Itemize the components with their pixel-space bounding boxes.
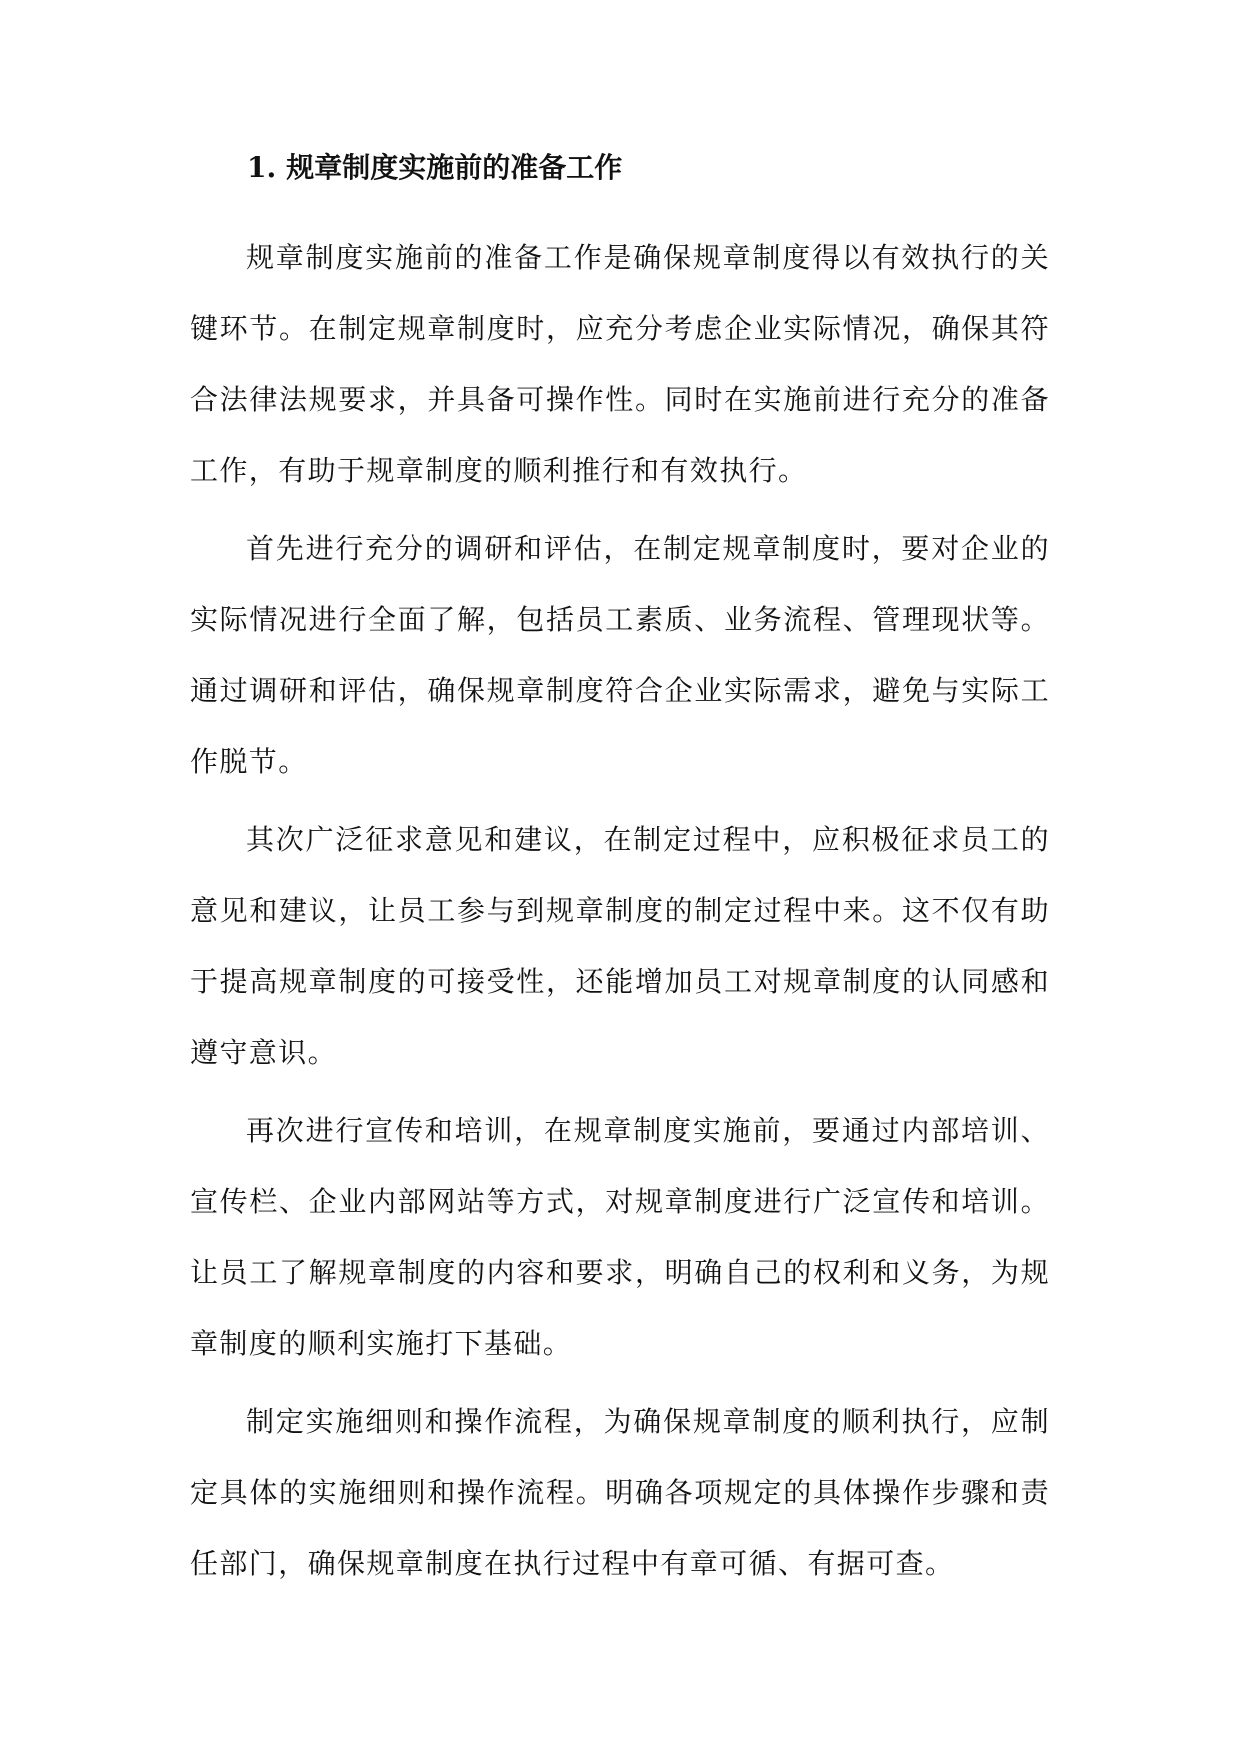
section-title: 规章制度实施前的准备工作	[286, 151, 623, 184]
section-heading	[247, 148, 622, 188]
section-number: 1.	[247, 151, 277, 184]
paragraph-research: 首先进行充分的调研和评估，在制定规章制度时，要对企业的实际情况进行全面了解，包括员工素质、业务流程、管理现状等。通过调研和评估，确保规章制度符合企业实际需求，避免与实际工作脱节。	[190, 532, 1050, 778]
body-text	[190, 222, 1050, 1606]
paragraph-training: 再次进行宣传和培训，在规章制度实施前，要通过内部培训、宣传栏、企业内部网站等方式，对规章制度进行广泛宣传和培训。让员工了解规章制度的内容和要求，明确自己的权利和义务，为规章制度的顺利实施打下基础。	[190, 1114, 1050, 1360]
paragraph-feedback: 其次广泛征求意见和建议，在制定过程中，应积极征求员工的意见和建议，让员工参与到规章制度的制定过程中来。这不仅有助于提高规章制度的可接受性，还能增加员工对规章制度的认同感和遵守意识。	[190, 823, 1050, 1069]
paragraph-procedures: 制定实施细则和操作流程，为确保规章制度的顺利执行，应制定具体的实施细则和操作流程。明确各项规定的具体操作步骤和责任部门，确保规章制度在执行过程中有章可循、有据可查。	[190, 1405, 1050, 1580]
paragraph-intro: 规章制度实施前的准备工作是确保规章制度得以有效执行的关键环节。在制定规章制度时，应充分考虑企业实际情况，确保其符合法律法规要求，并具备可操作性。同时在实施前进行充分的准备工作，有助于规章制度的顺利推行和有效执行。	[190, 241, 1050, 487]
